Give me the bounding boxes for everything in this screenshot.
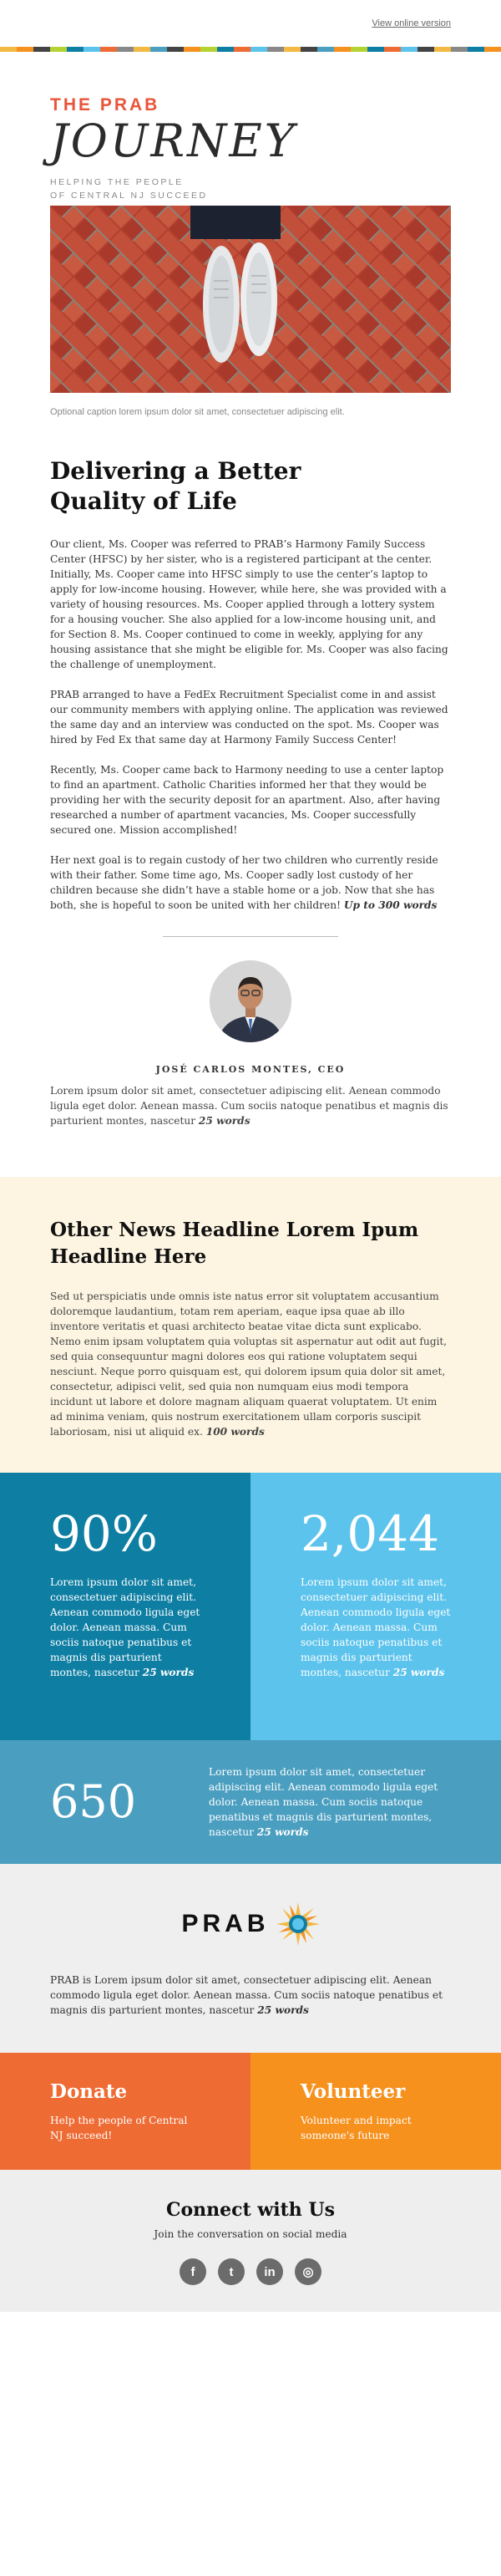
stripe-segment xyxy=(468,47,484,52)
other-news-section xyxy=(0,1177,501,1473)
article xyxy=(0,418,501,913)
facebook-icon[interactable]: f xyxy=(180,2258,206,2285)
social-title: Connect with Us xyxy=(165,2199,336,2221)
stripe-segment xyxy=(0,47,17,52)
stripe-segment xyxy=(17,47,33,52)
stripe-segment xyxy=(401,47,418,52)
ceo-message-text: Lorem ipsum dolor sit amet, consectetuer adipiscing elit. Aenean commodo ligula eget dolor. Aenean massa. Cum sociis natoque penatibus et magnis dis parturient montes, nascetur xyxy=(50,1085,448,1127)
stripe-segment xyxy=(250,47,267,52)
ceo-name: JOSÉ CARLOS MONTES, CEO xyxy=(155,1064,346,1075)
stat-word-note-3: 25 words xyxy=(256,1826,309,1838)
hero-caption: Optional caption lorem ipsum dolor sit amet, consectetuer adipiscing elit. xyxy=(50,407,345,417)
brand-main: JOURNEY xyxy=(50,115,297,167)
stripe-segment xyxy=(284,47,301,52)
article-paragraph-3: Recently, Ms. Cooper came back to Harmony needing to use a center laptop to find an apartment. Catholic Charities informed her that they would be providing her with the security deposit for an apartment. Also, after having researched a number of apartment vacancies, Ms. Cooper successfully secured one. Mission accomplished! xyxy=(50,764,444,836)
stat-text-1 xyxy=(50,1575,200,1680)
ceo-word-note: 25 words xyxy=(198,1115,250,1127)
stripe-segment xyxy=(451,47,468,52)
stripe-segment xyxy=(351,47,367,52)
hero-image xyxy=(50,206,451,393)
stripe-segment xyxy=(167,47,184,52)
stripe-segment xyxy=(117,47,134,52)
stat-block-1 xyxy=(0,1473,250,1740)
tagline xyxy=(50,176,451,202)
ceo-avatar xyxy=(210,960,291,1042)
stat-text-3-body: Lorem ipsum dolor sit amet, consectetuer adipiscing elit. Aenean commodo ligula eget dolor. Aenean massa. Cum sociis natoque penatibus et magnis dis parturient montes, nascetur xyxy=(209,1766,438,1838)
stat-text-3 xyxy=(209,1764,451,1840)
linkedin-icon[interactable]: in xyxy=(256,2258,283,2285)
article-title: Delivering a Better Quality of Life xyxy=(50,457,301,515)
volunteer-block[interactable] xyxy=(250,2053,501,2170)
article-word-note: Up to 300 words xyxy=(343,899,438,911)
stat-text-1-body: Lorem ipsum dolor sit amet, consectetuer adipiscing elit. Aenean commodo ligula eget dolor. Aenean massa. Cum sociis natoque penatibus et magnis dis parturient montes, nascetur xyxy=(50,1576,200,1678)
stripe-segment xyxy=(217,47,234,52)
stripe-segment xyxy=(33,47,50,52)
about-text-body: PRAB is Lorem ipsum dolor sit amet, consectetuer adipiscing elit. Aenean commodo ligula eget dolor. Aenean massa. Cum sociis natoque penatibus et magnis dis parturient montes, nascetur xyxy=(50,1974,443,2016)
stat-text-2-body: Lorem ipsum dolor sit amet, consectetuer adipiscing elit. Aenean commodo ligula eget dolor. Aenean massa. Cum sociis natoque penatibus et magnis dis parturient montes, nascetur xyxy=(301,1576,451,1678)
other-news-body xyxy=(50,1289,451,1439)
stripe-segment xyxy=(150,47,167,52)
stat-value-1: 90% xyxy=(50,1505,158,1562)
tagline-line-1: HELPING THE PEOPLE xyxy=(50,177,184,187)
stat-text-2 xyxy=(301,1575,451,1680)
stripe-segment xyxy=(84,47,100,52)
other-news-text: Sed ut perspiciatis unde omnis iste natus error sit voluptatem accusantium doloremque laudantium, totam rem aperiam, eaque ipsa quae ab illo inventore veritatis et quasi architecto beatae vitae dicta sunt explicabo. Nemo enim ipsam voluptatem quia voluptas sit aspernatur aut odit aut fugit, sed quia consequuntur magni dolores eos qui ratione voluptatem sequi nesciunt. Neque porro quisquam est, qui dolorem ipsum quia dolor sit amet, consectetur, adipisci velit, sed quia non numquam eius modi tempora incidunt ut labore et dolore magnam aliquam quaerat voluptatem. Ut enim ad minima veniam, quis nostrum exercitationem ullam corporis suscipit laboriosam, nisi ut aliquid ex. xyxy=(50,1291,448,1438)
about-word-note: 25 words xyxy=(257,2004,309,2016)
social-section xyxy=(0,2170,501,2312)
stripe-segment xyxy=(484,47,501,52)
stripe-segment xyxy=(67,47,84,52)
masthead xyxy=(0,52,501,201)
donate-text: Help the people of Central NJ succeed! xyxy=(50,2115,188,2141)
stripe-segment xyxy=(234,47,250,52)
stat-block-3 xyxy=(0,1740,501,1864)
ceo-portrait xyxy=(210,960,291,1042)
tagline-line-2: OF CENTRAL NJ SUCCEED xyxy=(50,191,208,201)
cta-row xyxy=(0,2053,501,2170)
stripe-segment xyxy=(334,47,351,52)
brand-top: THE PRAB xyxy=(50,95,160,115)
about-text xyxy=(50,1973,451,2018)
stripe-segment xyxy=(367,47,384,52)
article-paragraph-4-text: Her next goal is to regain custody of her two children who currently reside with their father. Some time ago, Ms. Cooper sadly lost custody of her children because she didn’t have a stable home or a job. Now that she has both, she is hopeful to soon be united with her children! xyxy=(50,854,438,911)
ceo-message xyxy=(50,1083,451,1128)
article-paragraph-2: PRAB arranged to have a FedEx Recruitment Specialist come in and assist our community members with applying online. The application was reviewed the same day and an interview was conducted on the spot. Ms. Cooper was hired by Fed Ex that same day at Harmony Family Success Center! xyxy=(50,689,448,746)
stat-value-3: 650 xyxy=(50,1775,137,1828)
stripe-segment xyxy=(134,47,150,52)
stripe-segment xyxy=(50,47,67,52)
other-news-word-note: 100 words xyxy=(205,1426,265,1438)
donate-title[interactable]: Donate xyxy=(50,2080,128,2103)
stripe-segment xyxy=(317,47,334,52)
about-section xyxy=(0,1864,501,2053)
top-bar xyxy=(0,0,501,47)
stat-value-2: 2,044 xyxy=(301,1505,440,1562)
stripe-segment xyxy=(267,47,284,52)
social-subtitle: Join the conversation on social media xyxy=(154,2228,347,2240)
stat-word-note-2: 25 words xyxy=(392,1667,445,1678)
hero-illustration xyxy=(50,206,451,393)
stripe-segment xyxy=(434,47,451,52)
instagram-icon[interactable]: ◎ xyxy=(295,2258,321,2285)
sun-icon xyxy=(276,1902,320,1946)
stripe-segment xyxy=(418,47,434,52)
stripe-segment xyxy=(200,47,217,52)
volunteer-text: Volunteer and impact someone's future xyxy=(301,2115,412,2141)
prab-logo[interactable] xyxy=(50,1901,451,1947)
stripe-segment xyxy=(184,47,200,52)
ceo-section xyxy=(0,937,501,1128)
article-paragraph-4 xyxy=(50,853,451,913)
stats-row xyxy=(0,1473,501,1740)
stat-word-note-1: 25 words xyxy=(142,1667,195,1678)
social-icons xyxy=(0,2258,501,2285)
donate-block[interactable] xyxy=(0,2053,250,2170)
article-paragraph-1: Our client, Ms. Cooper was referred to PRAB’s Harmony Family Success Center (HFSC) by her sister, who is a registered participant at the center. Initially, Ms. Cooper came into HFSC simply to use the center’s laptop to apply for low-income housing. However, while here, she was provided with a variety of housing resources. Ms. Cooper applied through a lottery system for a housing voucher. She also applied for a low-income housing unit, and for Section 8. Ms. Cooper continued to come in weekly, applying for any housing assistance that she might be eligible for. Ms. Cooper was also facing the challenge of unemployment. xyxy=(50,538,448,670)
stat-block-2 xyxy=(250,1473,501,1740)
stripe-segment xyxy=(100,47,117,52)
volunteer-title[interactable]: Volunteer xyxy=(301,2080,406,2103)
view-online-link[interactable]: View online version xyxy=(372,18,451,28)
twitter-icon[interactable]: t xyxy=(218,2258,245,2285)
stripe-segment xyxy=(384,47,401,52)
stripe-segment xyxy=(301,47,317,52)
other-news-title: Other News Headline Lorem Ipum Headline Here xyxy=(50,1219,419,1268)
logo-wordmark: PRAB xyxy=(181,1910,270,1937)
color-stripe xyxy=(0,47,501,52)
